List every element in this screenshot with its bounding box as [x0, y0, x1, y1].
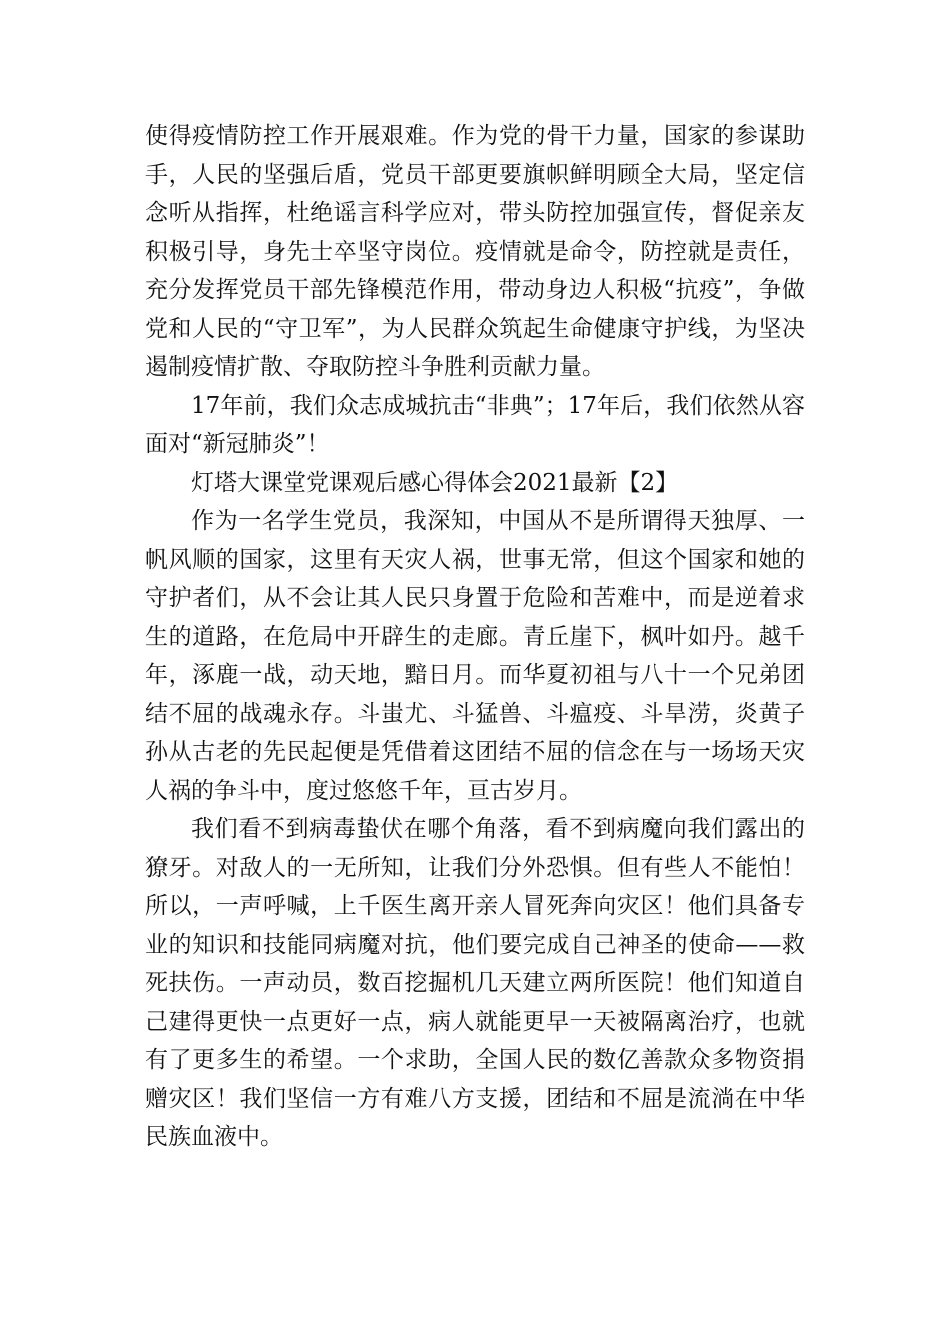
body-text: [145, 117, 805, 1157]
paragraph-student-member: 作为一名学生党员，我深知，中国从不是所谓得天独厚、一帆风顺的国家，这里有天灾人祸，世事无常，但这个国家和她的守护者们，从不会让其人民只身置于危险和苦难中，而是逆着求生的道路，在危局中开辟生的走廊。青丘崖下，枫叶如丹。越千年，涿鹿一战，动天地，黯日月。而华夏初祖与八十一个兄弟团结不屈的战魂永存。斗蚩尤、斗猛兽、斗瘟疫、斗旱涝，炎黄子孙从古老的先民起便是凭借着这团结不屈的信念在与一场场天灾人祸的争斗中，度过悠悠千年，亘古岁月。: [145, 508, 805, 804]
paragraph-unity: 我们看不到病毒蛰伏在哪个角落，看不到病魔向我们露出的獠牙。对敌人的一无所知，让我们分外恐惧。但有些人不能怕！所以，一声呼喊，上千医生离开亲人冒死奔向灾区！他们具备专业的知识和技能同病魔对抗，他们要完成自己神圣的使命——救死扶伤。一声动员，数百挖掘机几天建立两所医院！他们知道自己建得更快一点更好一点，病人就能更早一天被隔离治疗，也就有了更多生的希望。一个求助，全国人民的数亿善款众多物资捐赠灾区！我们坚信一方有难八方支援，团结和不屈是流淌在中华民族血液中。: [145, 816, 805, 1150]
section-heading: 灯塔大课堂党课观后感心得体会2021最新【2】: [191, 469, 679, 496]
paragraph-sars-comparison: 17年前，我们众志成城抗击“非典”；17年后，我们依然从容面对“新冠肺炎”！: [145, 392, 805, 457]
paragraph-continuation: 使得疫情防控工作开展艰难。作为党的骨干力量，国家的参谋助手，人民的坚强后盾，党员干部更要旗帜鲜明顾全大局，坚定信念听从指挥，杜绝谣言科学应对，带头防控加强宣传，督促亲友积极引导，身先士卒坚守岗位。疫情就是命令，防控就是责任，充分发挥党员干部先锋模范作用，带动身边人积极“抗疫”，争做党和人民的“守卫军”，为人民群众筑起生命健康守护线，为坚决遏制疫情扩散、夺取防控斗争胜利贡献力量。: [145, 123, 805, 380]
